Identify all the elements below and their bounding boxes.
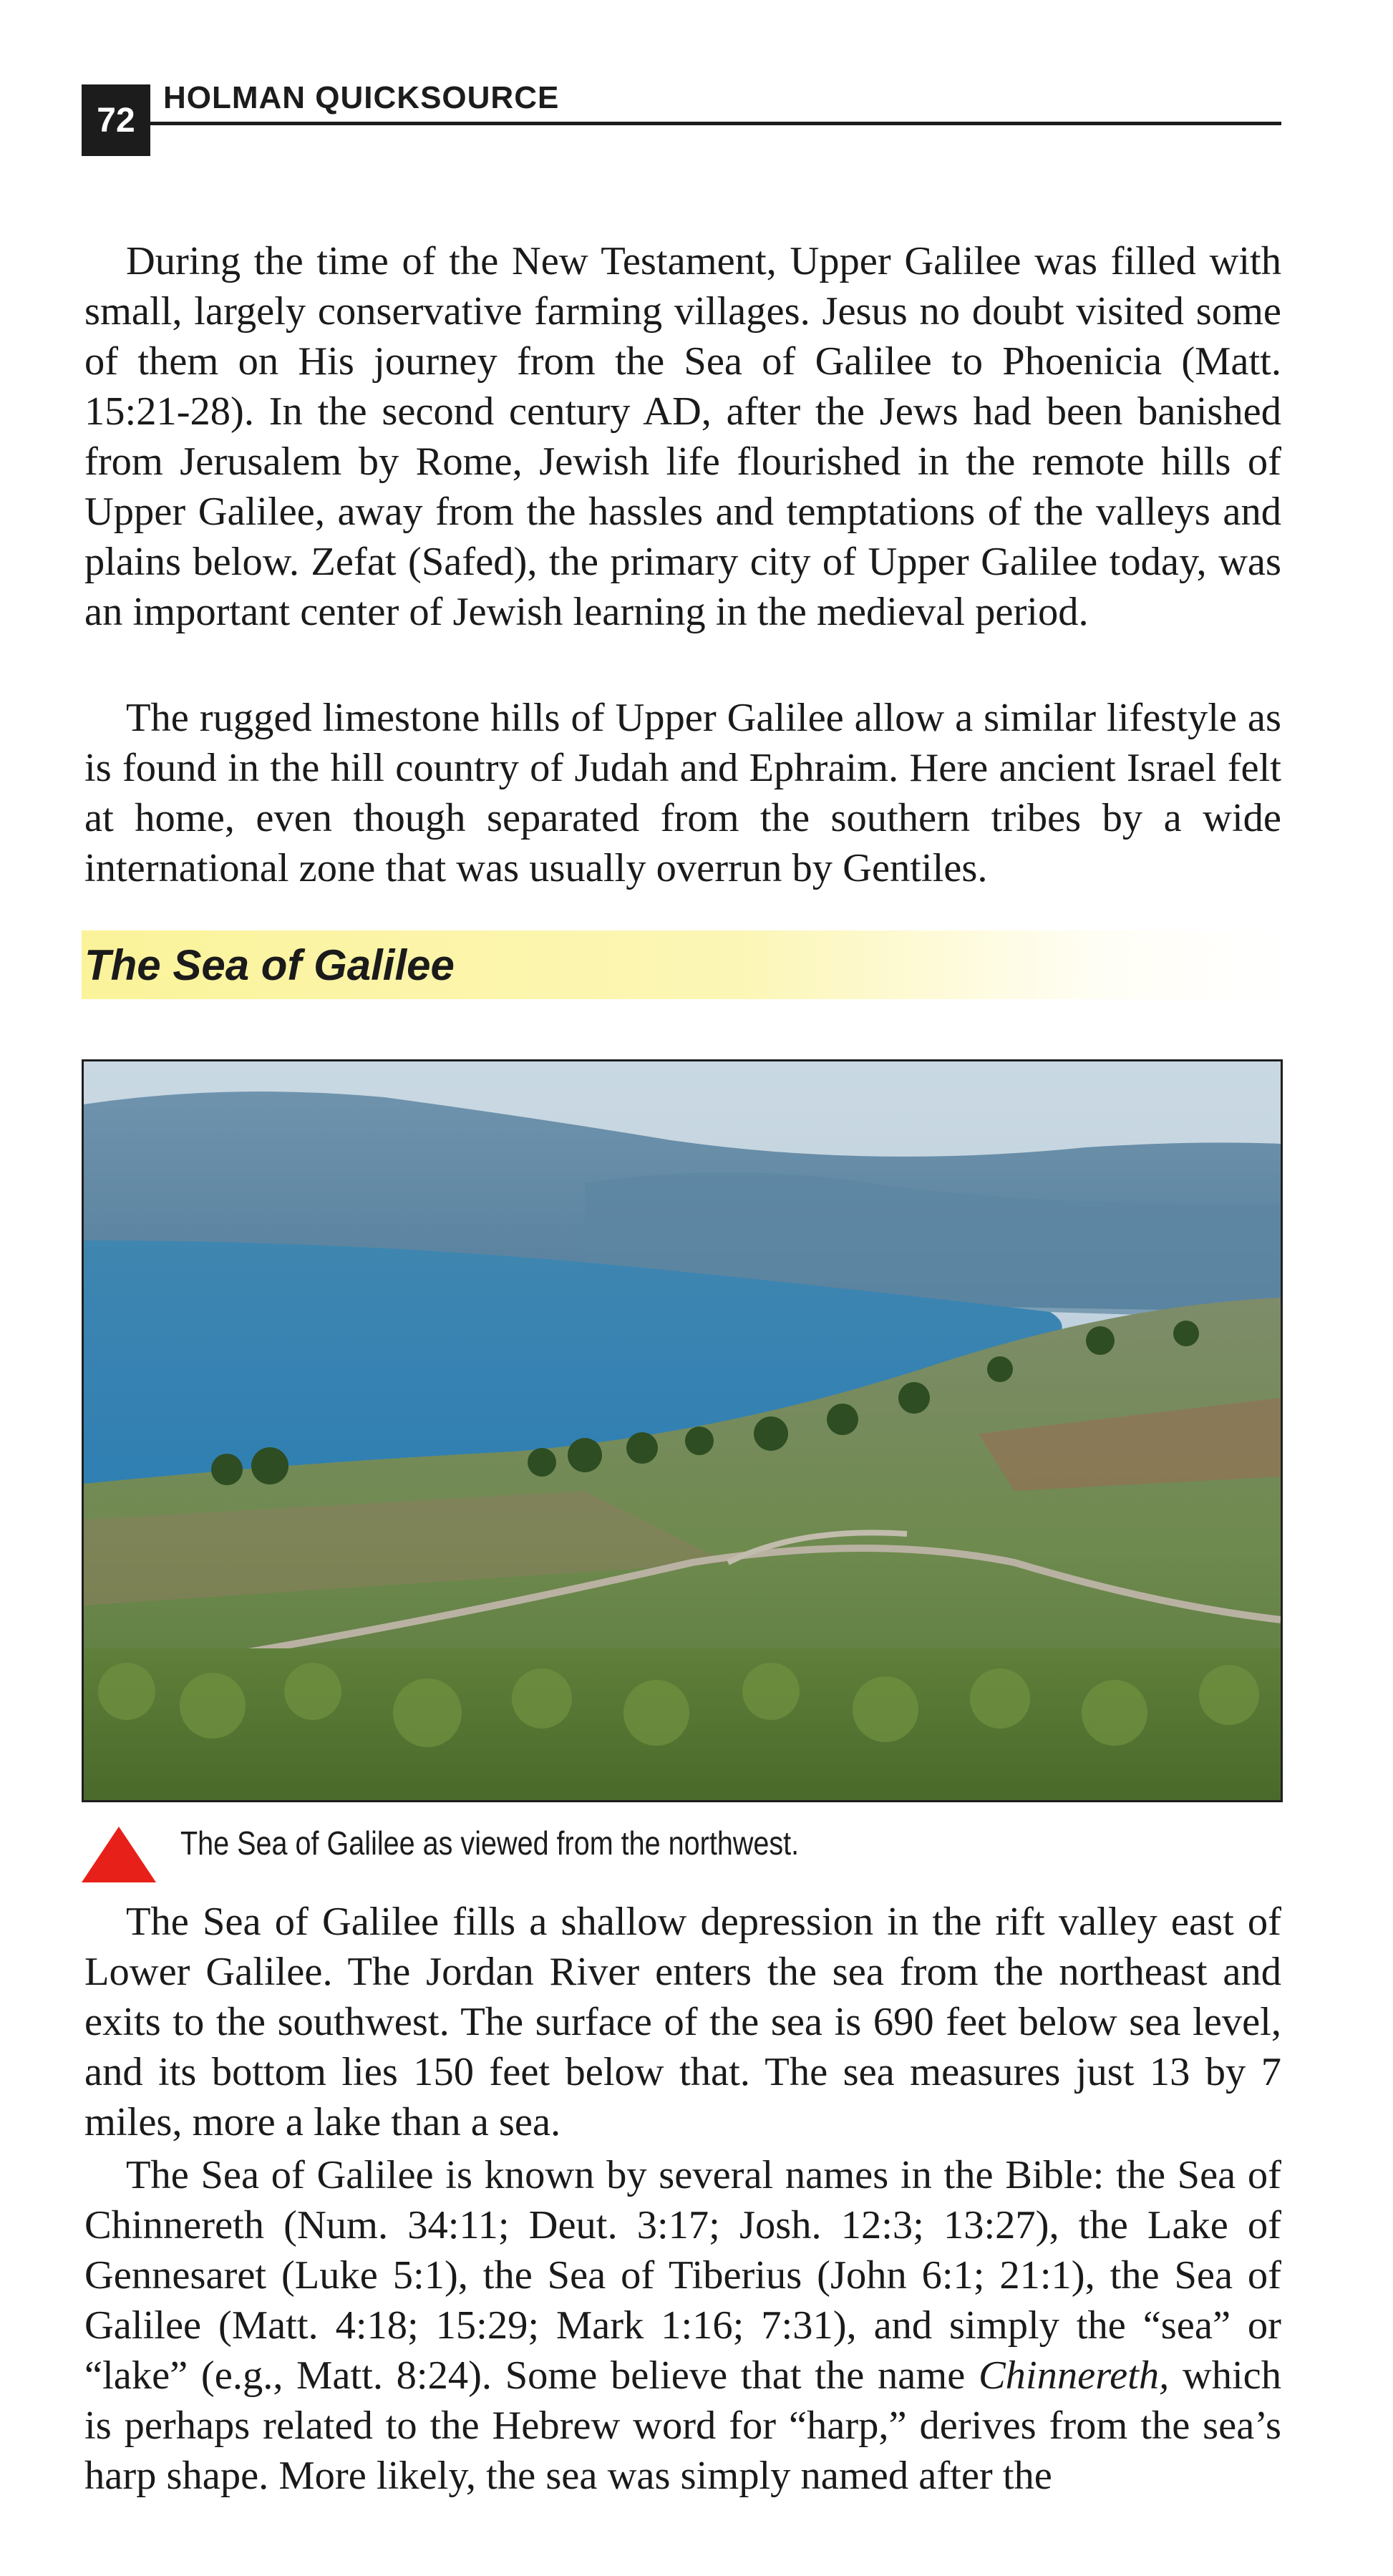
running-header-title: HOLMAN QUICKSOURCE (163, 80, 560, 115)
body-paragraph-3: The Sea of Galilee fills a shallow depression in the rift valley east of Lower Galilee. The Jordan River enters the sea from the northeast and exits to the southwest. The surface of the sea is 690 feet below sea level, and its bottom lies 150 feet below that. The sea measures just 13 by 7 miles, more a lake than a sea. (84, 1900, 1281, 2144)
body-paragraph-4 (84, 2150, 1281, 2501)
page-header (82, 79, 1281, 156)
body-paragraph-2: The rugged limestone hills of Upper Galilee allow a similar lifestyle as is found in the hill country of Judah and Ephraim. Here ancient Israel felt at home, even though separated from the southern tribes by a wide international zone that was usually overrun by Gentiles. (84, 696, 1281, 890)
body-paragraph-1: During the time of the New Testament, Upper Galilee was filled with small, largely conservative farming villages. Jesus no doubt visited some of them on His journey from the Sea of Galilee to Phoenicia (Matt. 15:21-28). In the second century AD, after the Jews had been banished from Jerusalem by Rome, Jewish life flourished in the remote hills of Upper Galilee, away from the hassles and temptations of the valleys and plains below. Zefat (Safed), the primary city of Upper Galilee today, was an important center of Jewish learning in the medieval period. (84, 239, 1281, 634)
photo-caption: The Sea of Galilee as viewed from the northwest. (180, 1824, 800, 1862)
page-number: 72 (82, 84, 150, 156)
section-heading-band (82, 930, 1281, 999)
paragraph-4-text-a: The Sea of Galilee is known by several names in the Bible: the Sea of Chinnereth (Num. 34:11; Deut. 3:17; Josh. 12:3; 13:27), the Lake of Gennesaret (Luke 5:1), the Sea of Tiberius (John 6:1; 21:1), the Sea of Galilee (Matt. 4:18; 15:29; Mark 1:16; 7:31), and simply the “sea” or “lake” (e.g., Matt. 8:24). Some believe that the name (84, 2153, 1281, 2398)
paragraph-4-text-b: which is perhaps related to the Hebrew word for “harp,” derives from the sea’s harp shape. More likely, the sea was simply named after the (84, 2353, 1282, 2498)
sea-of-galilee-photo (82, 1059, 1283, 1802)
header-rule (150, 122, 1281, 125)
section-heading: The Sea of Galilee (84, 941, 455, 989)
chinnereth-italic: Chinnereth, (978, 2353, 1170, 2398)
caption-triangle-icon (82, 1827, 156, 1882)
